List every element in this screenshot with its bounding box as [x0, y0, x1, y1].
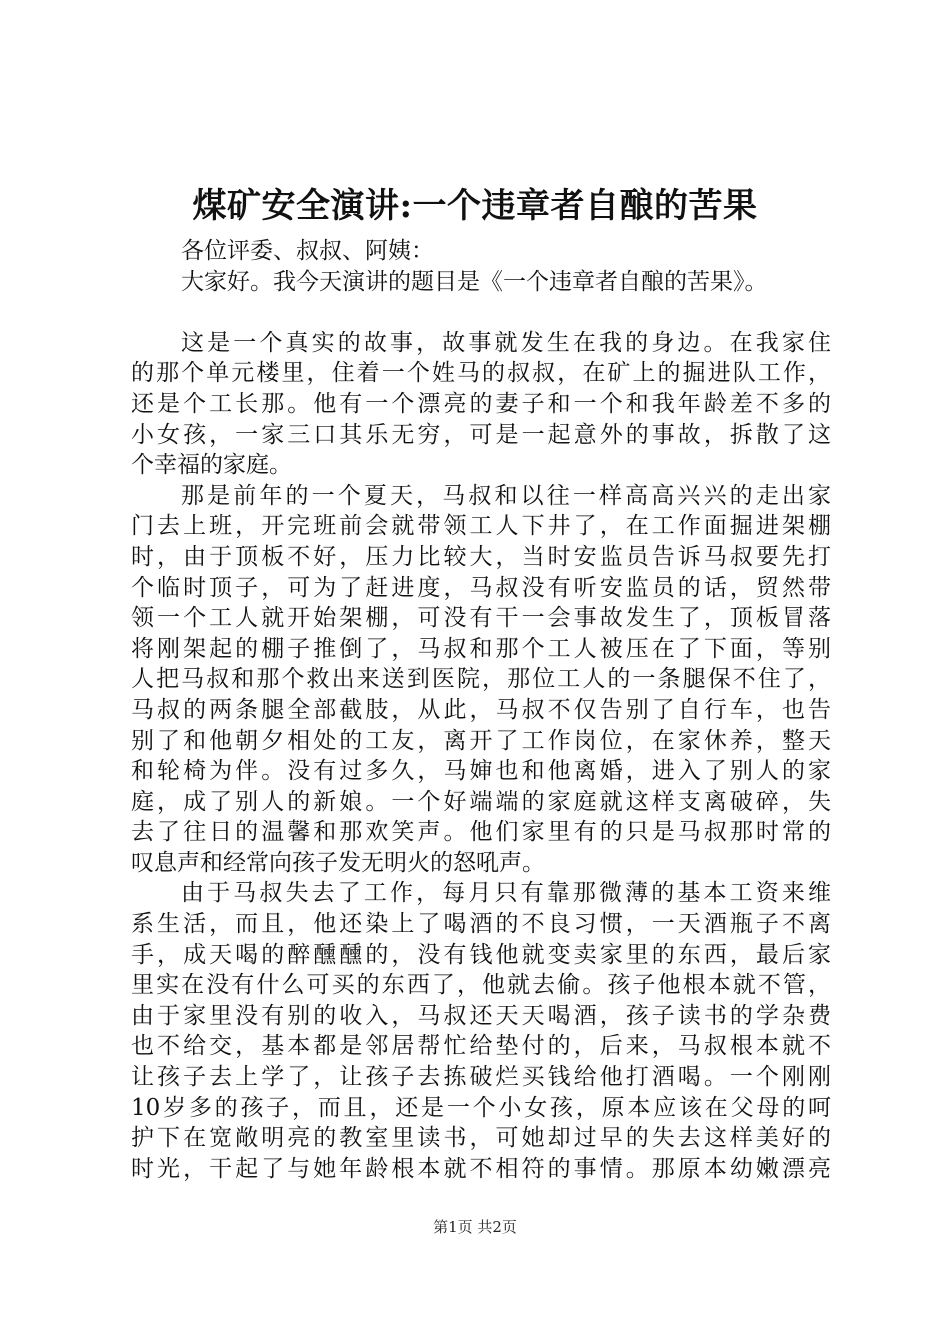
- paragraph-line: 庭，成了别人的新娘。一个好端端的家庭就这样支离破碎，失: [131, 788, 831, 815]
- paragraph-line: 这是一个真实的故事，故事就发生在我的身边。在我家住: [181, 329, 831, 356]
- paragraph-line: 那是前年的一个夏天，马叔和以往一样高高兴兴的走出家: [181, 482, 831, 509]
- paragraph-line: 门去上班，开完班前会就带领工人下井了，在工作面掘进架棚: [131, 513, 831, 540]
- paragraph-line: 人把马叔和那个救出来送到医院，那位工人的一条腿保不住了，: [131, 666, 831, 693]
- paragraph-line: 马叔的两条腿全部截肢，从此，马叔不仅告别了自行车，也告: [131, 696, 831, 723]
- paragraph-line: 时光，干起了与她年龄根本就不相符的事情。那原本幼嫩漂亮: [131, 1155, 831, 1182]
- paragraph-line: 的那个单元楼里，住着一个姓马的叔叔，在矿上的掘进队工作，: [131, 360, 831, 387]
- paragraph-line: 由于马叔失去了工作，每月只有靠那微薄的基本工资来维: [181, 880, 831, 907]
- paragraph-line: 领一个工人就开始架棚，可没有干一会事故发生了，顶板冒落: [131, 605, 831, 632]
- paragraph-line: 个临时顶子，可为了赶进度，马叔没有听安监员的话，贸然带: [131, 574, 831, 601]
- paragraph-line: 让孩子去上学了，让孩子去拣破烂买钱给他打酒喝。一个刚刚: [131, 1064, 831, 1091]
- paragraph-line: 还是个工长那。他有一个漂亮的妻子和一个和我年龄差不多的: [131, 390, 831, 417]
- paragraph: [131, 878, 831, 1184]
- opening-line: 大家好。我今天演讲的题目是《一个违章者自酿的苦果》。: [181, 268, 768, 295]
- paragraph-line: 也不给交，基本都是邻居帮忙给垫付的，后来，马叔根本就不: [131, 1033, 831, 1060]
- document-title: 煤矿安全演讲:一个违章者自酿的苦果: [192, 186, 758, 226]
- paragraph-line: 手，成天喝的醉醺醺的，没有钱他就变卖家里的东西，最后家: [131, 941, 831, 968]
- paragraph-line: 护下在宽敞明亮的教室里读书，可她却过早的失去这样美好的: [131, 1125, 831, 1152]
- paragraph-line: 10岁多的孩子，而且，还是一个小女孩，原本应该在父母的呵: [131, 1094, 831, 1121]
- salutation: 各位评委、叔叔、阿姨：: [181, 238, 434, 264]
- paragraph-line: 由于家里没有别的收入，马叔还天天喝酒，孩子读书的学杂费: [131, 1002, 831, 1029]
- paragraph-line: 里实在没有什么可买的东西了，他就去偷。孩子他根本就不管，: [131, 972, 831, 999]
- paragraph-line: 将刚架起的棚子推倒了，马叔和那个工人被压在了下面，等别: [131, 635, 831, 662]
- blank-line: [131, 297, 831, 328]
- paragraph: [131, 328, 831, 481]
- page-footer: 第1页 共2页: [433, 1218, 517, 1236]
- paragraph-line: 时，由于顶板不好，压力比较大，当时安监员告诉马叔要先打: [131, 543, 831, 570]
- paragraph-line: 和轮椅为伴。没有过多久，马婶也和他离婚，进入了别人的家: [131, 758, 831, 785]
- paragraph-line: 个幸福的家庭。: [131, 452, 292, 479]
- paragraph-line: 叹息声和经常向孩子发无明火的怒吼声。: [131, 849, 545, 876]
- paragraph-line: 去了往日的温馨和那欢笑声。他们家里有的只是马叔那时常的: [131, 819, 831, 846]
- document-body: [131, 236, 831, 1184]
- paragraph-line: 别了和他朝夕相处的工友，离开了工作岗位，在家休养，整天: [131, 727, 831, 754]
- paragraph-line: 系生活，而且，他还染上了喝酒的不良习惯，一天酒瓶子不离: [131, 911, 831, 938]
- paragraph-line: 小女孩，一家三口其乐无穷，可是一起意外的事故，拆散了这: [131, 421, 831, 448]
- paragraph: [131, 481, 831, 879]
